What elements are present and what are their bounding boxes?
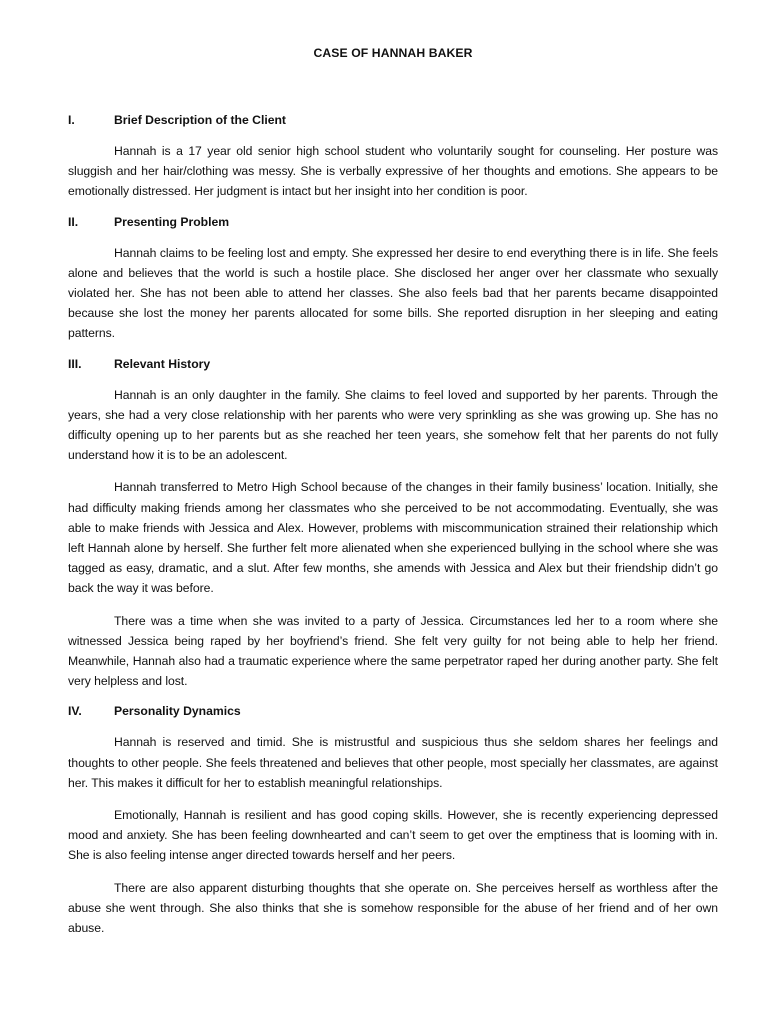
paragraph: There was a time when she was invited to a party of Jessica. Circumstances led her to a room where she witnessed Jessica being raped by her boyfriend’s friend. She felt very guilty for not being able to help her friend. Meanwhile, Hannah also had a traumatic experience where the same perpetrator raped her during another party. She felt very helpless and lost. xyxy=(68,613,718,689)
section-title: Presenting Problem xyxy=(114,214,230,229)
section-client-description xyxy=(68,112,718,202)
section-heading xyxy=(68,112,718,128)
section-number: III. xyxy=(68,356,82,371)
section-title: Personality Dynamics xyxy=(114,704,241,719)
section-number: II. xyxy=(68,214,79,229)
section-heading xyxy=(68,703,718,719)
section-relevant-history xyxy=(68,356,718,692)
paragraph: Emotionally, Hannah is resilient and has good coping skills. However, she is recently experiencing depressed mood and anxiety. She has been feeling downhearted and can’t seem to get over the emptiness that is looming with in. She is also feeling intense anger directed towards herself and her peers. xyxy=(68,808,718,863)
section-number: I. xyxy=(68,113,75,127)
paragraph: Hannah is reserved and timid. She is mistrustful and suspicious thus she seldom shares her feelings and thoughts to other people. She feels threatened and believes that other people, most specially her classmates, are against her. This makes it difficult for her to establish meaningful relationships. xyxy=(68,735,718,790)
section-personality-dynamics xyxy=(68,703,718,938)
paragraph: There are also apparent disturbing thoughts that she operate on. She perceives herself as worthless after the abuse she went through. She also thinks that she is somehow responsible for the abuse of her friend and of her own abuse. xyxy=(68,880,718,936)
paragraph: Hannah transferred to Metro High School because of the changes in their family business’ location. Initially, she had difficulty making friends among her classmates who she perceived to be not accommodating. Eventually, she was able to make friends with Jessica and Alex. However, problems with miscommunication strained their relationship which left Hannah alone by herself. She further felt more alienated when she experienced bullying in the school where she was tagged as easy, dramatic, and a slut. After few months, she amends with Jessica and Alex but their friendship didn’t go back the way it was before. xyxy=(68,480,718,596)
section-title: Brief Description of the Client xyxy=(114,113,286,127)
section-number: IV. xyxy=(68,704,82,719)
paragraph: Hannah is an only daughter in the family. She claims to feel loved and supported by her parents. Through the years, she had a very close relationship with her parents who were very sprinkling as she was growing up. She has no difficulty opening up to her parents but as she reached her teen years, she somehow felt that her parents do not fully understand how it is to be an adolescent. xyxy=(68,387,718,463)
section-presenting-problem xyxy=(68,214,718,344)
paragraph: Hannah is a 17 year old senior high school student who voluntarily sought for counseling. Her posture was sluggish and her hair/clothing was messy. She is verbally expressive of her thoughts and emotions. She appears to be emotionally distressed. Her judgment is intact but her insight into her condition is poor. xyxy=(68,144,718,199)
section-heading xyxy=(68,356,718,372)
section-title: Relevant History xyxy=(114,356,211,371)
document-title: CASE OF HANNAH BAKER xyxy=(313,46,473,60)
paragraph: Hannah claims to be feeling lost and empty. She expressed her desire to end everything there is in life. She feels alone and believes that the world is such a hostile place. She disclosed her anger over her classmate who sexually violated her. She has not been able to attend her classes. She also feels bad that her parents became disappointed because she lost the money her parents allocated for some bills. She reported disruption in her sleeping and eating patterns. xyxy=(68,245,718,341)
section-heading xyxy=(68,214,718,230)
